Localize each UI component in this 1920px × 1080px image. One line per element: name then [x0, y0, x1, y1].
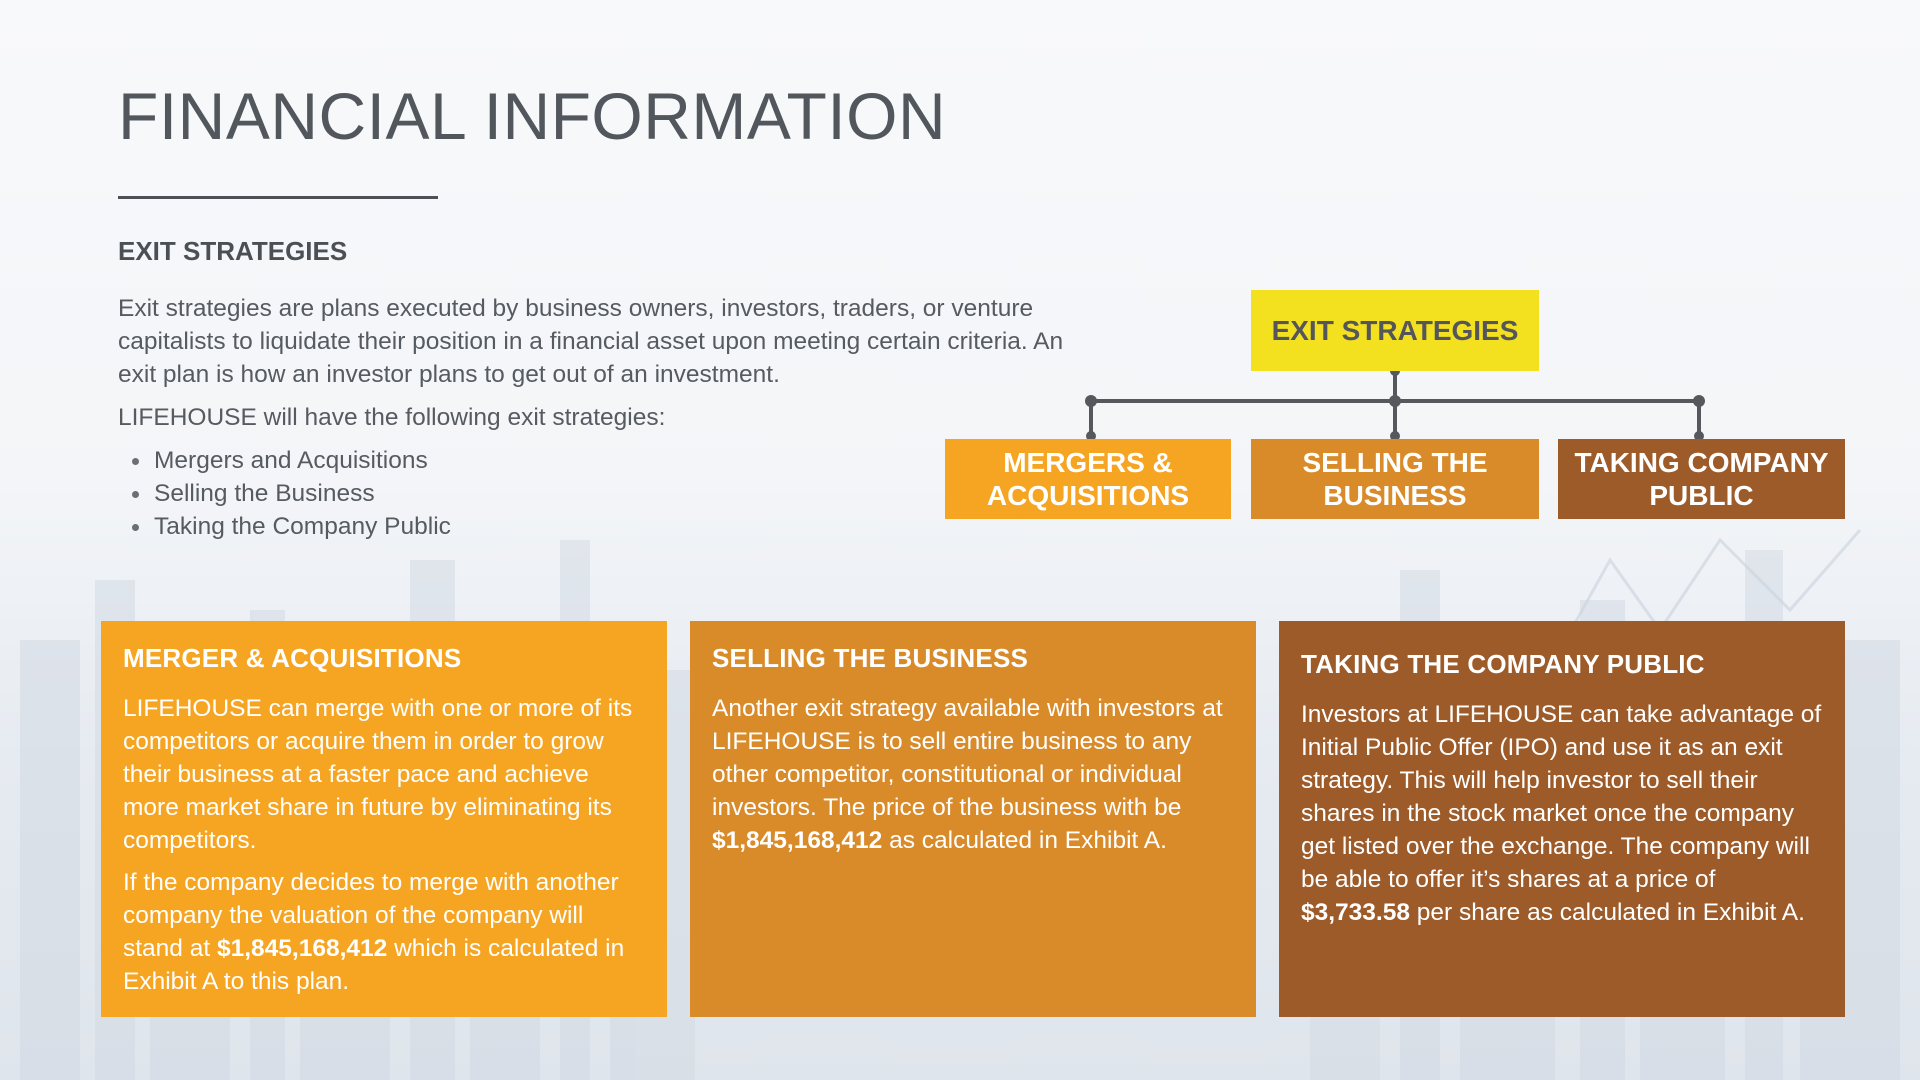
org-node-public: TAKING COMPANY PUBLIC: [1558, 439, 1845, 519]
bullet-item: Mergers and Acquisitions: [118, 444, 1108, 477]
valuation-amount: $1,845,168,412: [216, 935, 388, 962]
card-mergers: [101, 621, 667, 1017]
card-title: SELLING THE BUSINESS: [712, 643, 1029, 673]
org-node-mergers: MERGERS & ACQUISITIONS: [945, 439, 1231, 519]
intro-list-lead: LIFEHOUSE will have the following exit strategies:: [118, 404, 666, 431]
card-title: TAKING THE COMPANY PUBLIC: [1301, 649, 1705, 679]
card-public: [1279, 621, 1845, 1017]
intro-paragraph: Exit strategies are plans executed by business owners, investors, traders, or venture capitalists to liquidate their position in a financial asset upon meeting certain criteria. An exit plan is how an investor plans to get out of an investment.: [118, 295, 1064, 388]
share-price: $3,733.58: [1301, 899, 1410, 926]
price-amount: $1,845,168,412: [712, 827, 883, 854]
org-node-root: EXIT STRATEGIES: [1251, 290, 1539, 371]
page-title: FINANCIAL INFORMATION: [118, 79, 947, 153]
bullet-item: Taking the Company Public: [118, 510, 1108, 543]
card-paragraph: If the company decides to merge with another company the valuation of the company will stand at $1,845,168,412 which is calculated in Exhibit A to this plan.: [123, 869, 625, 995]
section-heading: EXIT STRATEGIES: [118, 236, 348, 266]
card-paragraph: Investors at LIFEHOUSE can take advantage of Initial Public Offer (IPO) and use it as an exit strategy. This will help investor to sell their shares in the stock market once the company get listed over the exchange. The company will be able to offer it’s shares at a price of $3,733.58 per share as calculated in Exhibit A.: [1301, 701, 1822, 926]
org-node-selling: SELLING THE BUSINESS: [1251, 439, 1539, 519]
card-title: MERGER & ACQUISITIONS: [123, 643, 462, 673]
card-paragraph: LIFEHOUSE can merge with one or more of its competitors or acquire them in order to grow their business at a faster pace and achieve more market share in future by eliminating its competitors.: [123, 695, 633, 854]
card-paragraph: Another exit strategy available with investors at LIFEHOUSE is to sell entire business to any other competitor, constitutional or individual investors. The price of the business with be $1,845,168,412 as calculated in Exhibit A.: [712, 695, 1223, 854]
bullet-item: Selling the Business: [118, 477, 1108, 510]
card-selling: [690, 621, 1256, 1017]
